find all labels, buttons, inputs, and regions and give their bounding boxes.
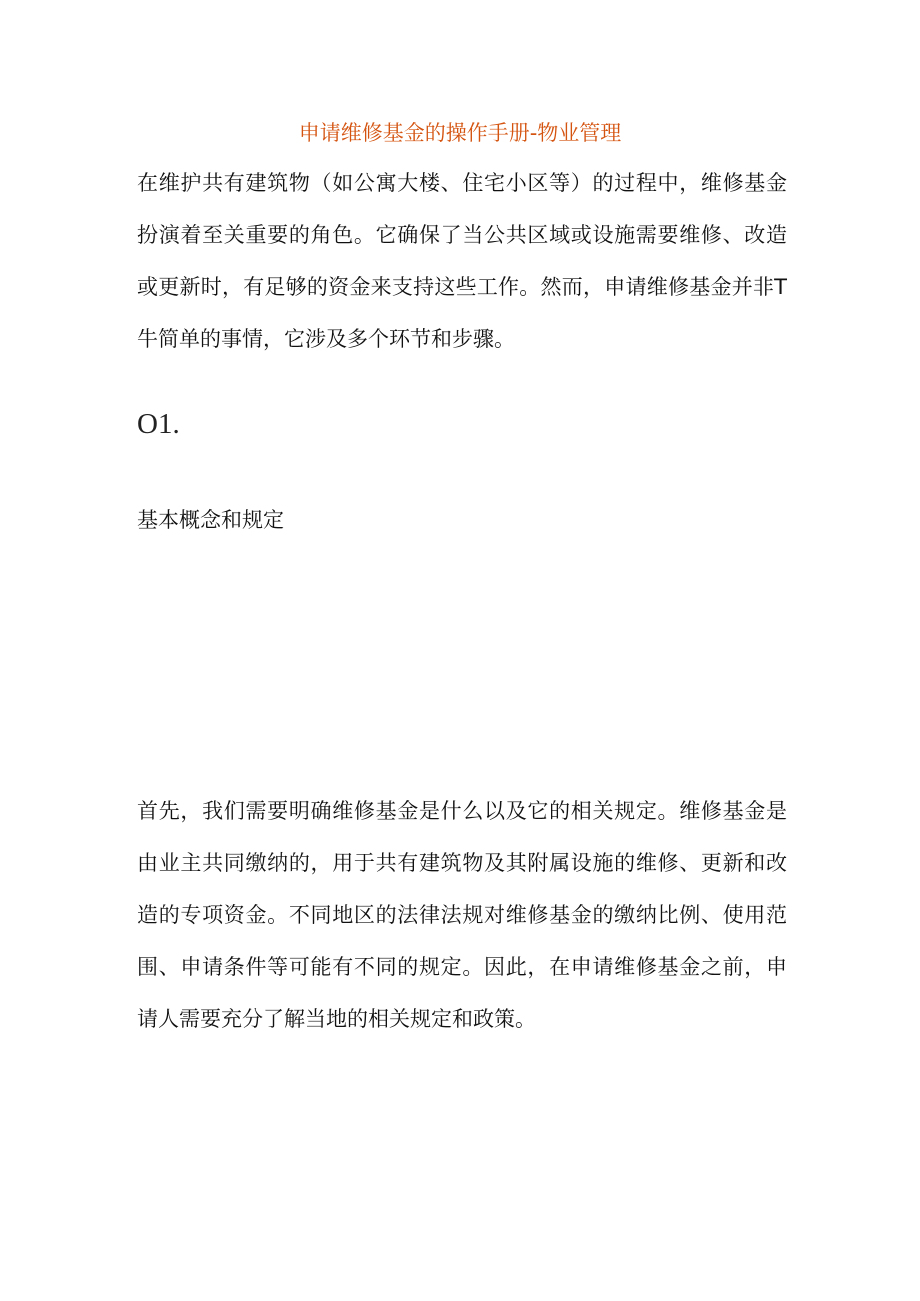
intro-paragraph: 在维护共有建筑物（如公寓大楼、住宅小区等）的过程中，维修基金扮演着至关重要的角色。它确保了当公共区域或设施需要维修、改造或更新时，有足够的资金来支持这些工作。然而，申请维修基金并非T牛简单的事情，它涉及多个环节和步骤。 <box>137 171 787 351</box>
document-title: 申请维修基金的操作手册-物业管理 <box>298 121 622 145</box>
body-paragraph: 首先，我们需要明确维修基金是什么以及它的相关规定。维修基金是由业主共同缴纳的，用于共有建筑物及其附属设施的维修、更新和改造的专项资金。不同地区的法律法规对维修基金的缴纳比例、使用范围、申请条件等可能有不同的规定。因此，在申请维修基金之前，申请人需要充分了解当地的相关规定和政策。 <box>137 799 787 1031</box>
section-heading: 基本概念和规定 <box>137 508 284 532</box>
section-number: O1. <box>137 408 180 440</box>
